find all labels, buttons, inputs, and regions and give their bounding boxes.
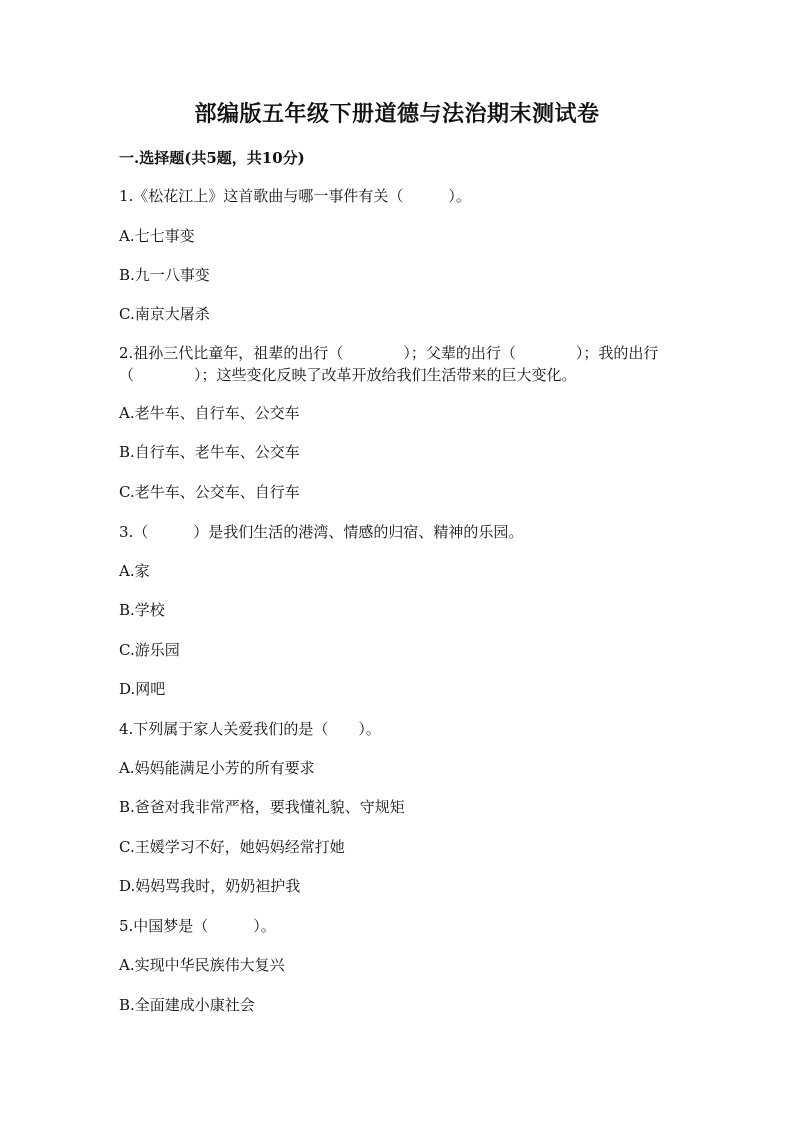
section-heading: 一.选择题(共5题，共10分)	[119, 149, 305, 167]
question-3-option-d: D.网吧	[119, 680, 166, 698]
question-4-option-c: C.王媛学习不好，她妈妈经常打她	[119, 838, 345, 856]
question-1-stem: 1.《松花江上》这首歌曲与哪一事件有关（ ）。	[119, 187, 471, 205]
question-2-stem: 2.祖孙三代比童年，祖辈的出行（ ）；父辈的出行（ ）；我的出行（ ）；这些变化反映了改革开放给我们生活带来的巨大变化。	[119, 344, 659, 384]
question-5-stem: 5.中国梦是（ ）。	[119, 917, 276, 935]
question-4-option-b: B.爸爸对我非常严格，要我懂礼貌、守规矩	[119, 798, 405, 816]
question-2-option-b: B.自行车、老牛车、公交车	[119, 443, 300, 461]
question-3-option-b: B.学校	[119, 601, 165, 619]
question-4-stem: 4.下列属于家人关爱我们的是（ ）。	[119, 720, 381, 738]
question-1-option-a: A.七七事变	[119, 227, 195, 245]
question-2-option-c: C.老牛车、公交车、自行车	[119, 483, 300, 501]
page-title: 部编版五年级下册道德与法治期末测试卷	[194, 101, 600, 127]
question-3-option-a: A.家	[119, 562, 150, 580]
question-4-option-a: A.妈妈能满足小芳的所有要求	[119, 759, 315, 777]
question-5-option-b: B.全面建成小康社会	[119, 996, 255, 1014]
question-1-option-c: C.南京大屠杀	[119, 305, 210, 323]
question-3-option-c: C.游乐园	[119, 641, 180, 659]
question-3-stem: 3.（ ）是我们生活的港湾、情感的归宿、精神的乐园。	[119, 523, 524, 541]
question-1-option-b: B.九一八事变	[119, 266, 210, 284]
question-4-option-d: D.妈妈骂我时，奶奶袒护我	[119, 877, 301, 895]
question-5-option-a: A.实现中华民族伟大复兴	[119, 956, 285, 974]
question-2-option-a: A.老牛车、自行车、公交车	[119, 404, 300, 422]
